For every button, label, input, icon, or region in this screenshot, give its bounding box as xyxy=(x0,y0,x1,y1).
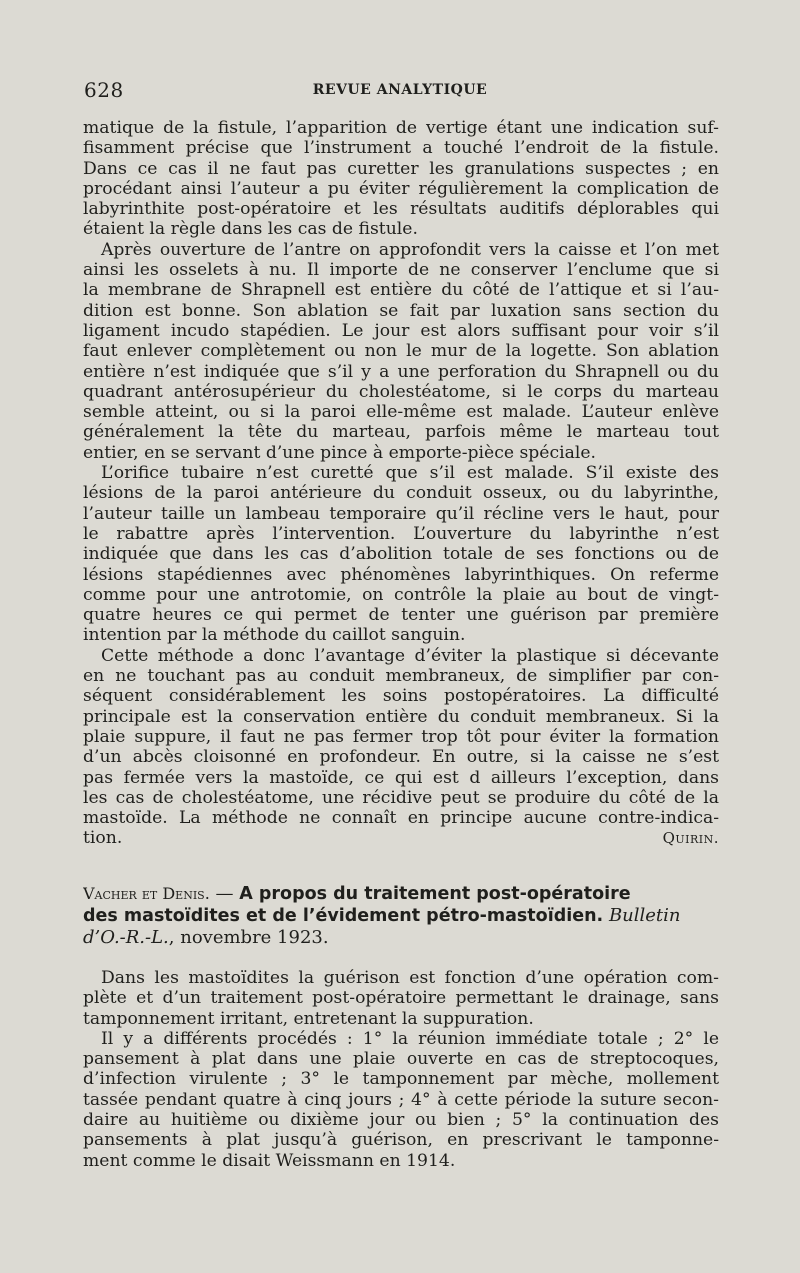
text-line: pas fermée vers la mastoïde, ce qui est d ailleurs l’exception, dans xyxy=(83,767,719,788)
text-line: lésions de la paroi antérieure du conduit osseux, ou du labyrinthe, xyxy=(83,483,719,504)
article-heading xyxy=(83,883,719,949)
text-line: semble atteint, ou si la paroi elle-même est malade. L’auteur enlève xyxy=(83,402,719,423)
text-line: Dans les mastoïdites la guérison est fonction d’une opération com- xyxy=(101,968,719,988)
text-line: ligament incudo stapédien. Le jour est alors suffisant pour voir s’il xyxy=(83,320,719,341)
text-line: plète et d’un traitement post-opératoire permettant le drainage, sans xyxy=(83,988,719,1009)
text-line: séquent considérablement les soins postopératoires. La difficulté xyxy=(83,686,719,707)
text-line: L’orifice tubaire n’est curetté que s’il est malade. S’il existe des xyxy=(101,463,719,484)
text-line: quadrant antérosupérieur du cholestéatome, si le corps du marteau xyxy=(83,381,719,402)
text-line-content: tion. xyxy=(83,828,123,849)
running-head: REVUE ANALYTIQUE xyxy=(312,82,488,98)
text-line: procédant ainsi l’auteur a pu éviter régulièrement la complication de xyxy=(83,178,719,199)
review-body-quirin xyxy=(83,118,719,849)
reviewer-signature: Quirin. xyxy=(662,829,719,848)
heading-line-1 xyxy=(83,883,719,905)
text-line: entière n’est indiquée que s’il y a une perforation du Shrapnell ou du xyxy=(83,361,719,382)
article-title-part-1: A propos du traitement post-opératoire xyxy=(239,884,631,904)
article-title-part-2: des mastoïdites et de l’évidement pétro-mastoïdien. xyxy=(83,906,604,926)
text-line: la membrane de Shrapnell est entière du côté de l’attique et si l’au- xyxy=(83,280,719,301)
text-line: Après ouverture de l’antre on approfondit vers la caisse et l’on met xyxy=(101,239,719,260)
text-line: ment comme le disait Weissmann en 1914. xyxy=(83,1150,456,1171)
page-number: 628 xyxy=(84,78,124,102)
text-line: étaient la règle dans les cas de fistule. xyxy=(83,219,418,240)
text-line: Cette méthode a donc l’avantage d’éviter la plastique si décevante xyxy=(101,645,719,666)
text-line: Dans ce cas il ne faut pas curetter les granulations suspectes ; en xyxy=(83,158,719,179)
text-line: plaie suppure, il faut ne pas fermer trop tôt pour éviter la formation xyxy=(83,726,719,747)
text-line: d’infection virulente ; 3° le tamponnement par mèche, mollement xyxy=(83,1069,719,1090)
text-line: quatre heures ce qui permet de tenter une guérison par première xyxy=(83,605,719,626)
text-line: comme pour une antrotomie, on contrôle la plaie au bout de vingt- xyxy=(83,584,719,605)
text-line: ainsi les osselets à nu. Il importe de ne conserver l’enclume que si xyxy=(83,260,719,281)
text-line: généralement la tête du marteau, parfois même le marteau tout xyxy=(83,422,719,443)
text-line: lésions stapédiennes avec phénomènes labyrinthiques. On referme xyxy=(83,564,719,585)
text-line: mastoïde. La méthode ne connaît en principe aucune contre-indica- xyxy=(83,808,719,829)
article-authors: Vacher et Denis. xyxy=(83,884,210,903)
text-line: d’un abcès cloisonné en profondeur. En outre, si la caisse ne s’est xyxy=(83,747,719,768)
text-line: tamponnement irritant, entretenant la suppuration. xyxy=(83,1008,534,1029)
text-line: principale est la conservation entière du conduit membraneux. Si la xyxy=(83,706,719,727)
text-line: dition est bonne. Son ablation se fait par luxation sans section du xyxy=(83,300,719,321)
text-line: intention par la méthode du caillot sanguin. xyxy=(83,625,466,646)
text-line: le rabattre après l’intervention. L’ouverture du labyrinthe n’est xyxy=(83,523,719,544)
text-line: labyrinthite post-opératoire et les résultats auditifs déplorables qui xyxy=(83,199,719,220)
journal-abbrev: d’O.-R.-L. xyxy=(83,927,169,948)
text-line: pansement à plat dans une plaie ouverte en cas de streptocoques, xyxy=(83,1049,719,1070)
text-line: Il y a différents procédés : 1° la réunion immédiate totale ; 2° le xyxy=(101,1028,719,1049)
text-line: indiquée que dans les cas d’abolition totale de ses fonctions ou de xyxy=(83,544,719,565)
text-line: les cas de cholestéatome, une récidive peut se produire du côté de la xyxy=(83,787,719,808)
text-line: pansements à plat jusqu’à guérison, en prescrivant le tamponne- xyxy=(83,1130,719,1151)
publication-date: , novembre 1923. xyxy=(168,927,329,948)
heading-line-2 xyxy=(83,905,719,927)
text-line: l’auteur taille un lambeau temporaire qu’il récline vers le haut, pour xyxy=(83,503,719,524)
heading-dash: — xyxy=(209,883,240,904)
journal-name: Bulletin xyxy=(608,905,681,926)
text-line xyxy=(83,828,719,848)
text-line: faut enlever complètement ou non le mur de la logette. Son ablation xyxy=(83,341,719,362)
review-body-vacher xyxy=(83,968,719,1171)
text-line: tassée pendant quatre à cinq jours ; 4° à cette période la suture secon- xyxy=(83,1089,719,1110)
page-header xyxy=(0,0,800,110)
text-line: entier, en se servant d’une pince à emporte-pièce spéciale. xyxy=(83,442,596,463)
text-line: fisamment précise que l’instrument a touché l’endroit de la fistule. xyxy=(83,138,719,159)
text-line: daire au huitième ou dixième jour ou bien ; 5° la continuation des xyxy=(83,1110,719,1131)
text-line: matique de la fistule, l’apparition de vertige étant une indication suf- xyxy=(83,118,719,138)
text-line: en ne touchant pas au conduit membraneux, de simplifier par con- xyxy=(83,666,719,687)
heading-line-3 xyxy=(83,927,719,949)
